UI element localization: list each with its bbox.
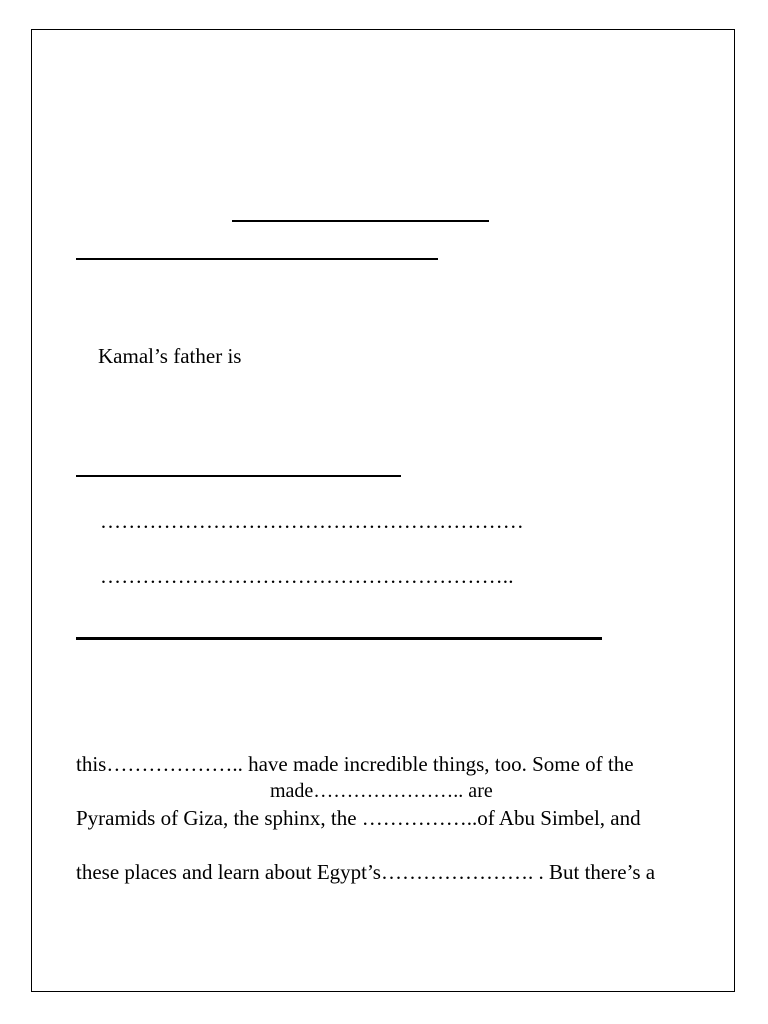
- passage-line-1: this……………….. have made incredible things, too. Some of the: [76, 752, 634, 776]
- dotted-answer-line-2: …………………………………………………..: [100, 564, 514, 588]
- passage-line-2: made………………….. are: [270, 780, 493, 802]
- blank-title-line: [232, 220, 489, 222]
- passage-line-4: these places and learn about Egypt’s…………………. . But there’s a: [76, 860, 656, 884]
- dotted-answer-line-1: ……………………………………………………: [100, 509, 524, 533]
- kamal-father-sentence: Kamal’s father is: [98, 344, 242, 368]
- blank-section-line: [76, 637, 602, 640]
- passage-line-3: Pyramids of Giza, the sphinx, the ……………..of Abu Simbel, and: [76, 806, 641, 830]
- blank-heading-line: [76, 258, 438, 260]
- blank-answer-line: [76, 475, 401, 477]
